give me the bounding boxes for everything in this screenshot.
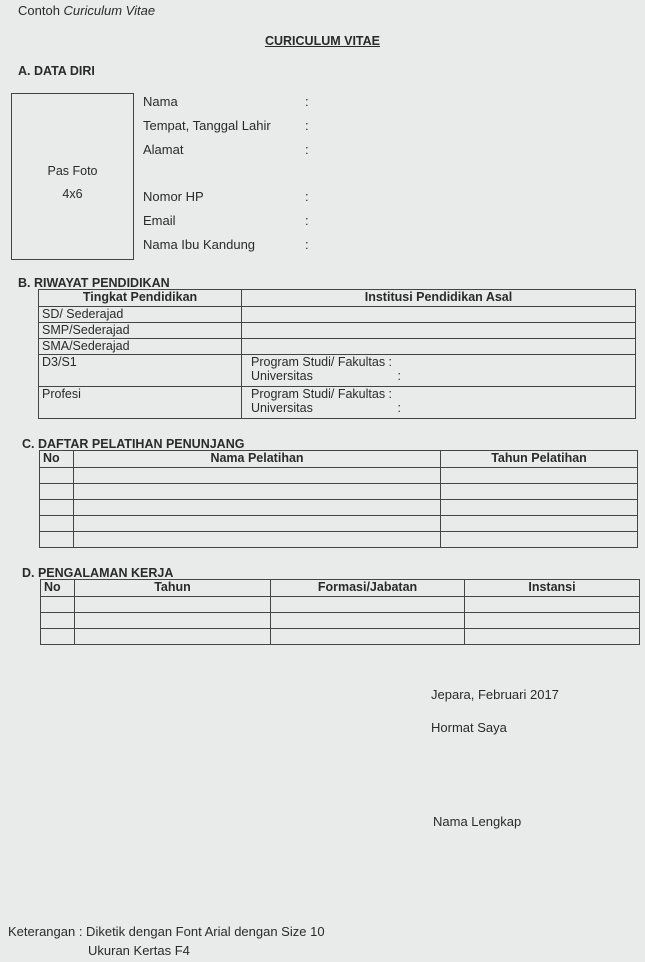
- photo-placeholder: [11, 93, 134, 260]
- table-row: [40, 484, 638, 500]
- table-row: [41, 629, 640, 645]
- section-data-diri-heading: A. DATA DIRI: [18, 64, 95, 78]
- field-colon: :: [305, 118, 309, 133]
- pelatihan-table: [39, 450, 638, 548]
- photo-size-label: 4x6: [62, 187, 83, 201]
- section-pendidikan-heading: B. RIWAYAT PENDIDIKAN: [18, 276, 170, 290]
- footnote: Keterangan : Diketik dengan Font Arial dengan Size 10: [8, 924, 325, 939]
- signature-place-date: Jepara, Februari 2017: [431, 687, 559, 702]
- document-caption: Contoh Curiculum Vitae: [18, 3, 156, 18]
- field-nomor-hp-label: Nomor HP: [143, 189, 204, 204]
- column-header: Tahun Pelatihan: [441, 451, 638, 468]
- prodi-label: Program Studi/ Fakultas :: [251, 387, 393, 401]
- column-header: No: [40, 451, 74, 468]
- column-header: Tahun: [75, 580, 271, 597]
- document-title: CURICULUM VITAE: [264, 34, 381, 48]
- pendidikan-table: [38, 289, 636, 419]
- table-row: [40, 500, 638, 516]
- field-ttl-label: Tempat, Tanggal Lahir: [143, 118, 271, 133]
- pendidikan-level: SD/ Sederajad: [39, 307, 242, 323]
- pendidikan-level: SMA/Sederajad: [39, 339, 242, 355]
- field-colon: :: [305, 142, 309, 157]
- univ-label: Universitas: [251, 401, 313, 415]
- pendidikan-level: Profesi: [39, 387, 242, 419]
- table-row: [40, 532, 638, 548]
- column-header: Tingkat Pendidikan: [39, 290, 242, 307]
- pengalaman-table: [40, 579, 640, 645]
- field-colon: :: [305, 189, 309, 204]
- field-ibu-kandung-label: Nama Ibu Kandung: [143, 237, 256, 252]
- table-row: D3/S1 Program Studi/ Fakultas : Universitas :: [39, 355, 636, 387]
- prodi-label: Program Studi/ Fakultas :: [251, 355, 393, 369]
- signature-name: Nama Lengkap: [433, 814, 522, 829]
- table-row: [39, 323, 636, 339]
- field-email-label: Email: [143, 213, 176, 228]
- pendidikan-level: D3/S1: [39, 355, 242, 387]
- field-colon: :: [305, 94, 309, 109]
- table-row: [40, 468, 638, 484]
- table-row: Profesi Program Studi/ Fakultas : Universitas :: [39, 387, 636, 419]
- field-nama-label: Nama: [143, 94, 178, 109]
- field-colon: :: [305, 213, 309, 228]
- footnote-paper: Ukuran Kertas F4: [88, 943, 190, 958]
- field-alamat-label: Alamat: [143, 142, 184, 157]
- column-header: Institusi Pendidikan Asal: [242, 290, 636, 307]
- table-row: [39, 339, 636, 355]
- section-pengalaman-heading: D. PENGALAMAN KERJA: [22, 566, 174, 580]
- field-colon: :: [305, 237, 309, 252]
- table-row: [39, 307, 636, 323]
- signature-regards: Hormat Saya: [431, 720, 507, 735]
- section-pelatihan-heading: C. DAFTAR PELATIHAN PENUNJANG: [22, 437, 245, 451]
- column-header: Instansi: [465, 580, 640, 597]
- pendidikan-level: SMP/Sederajad: [39, 323, 242, 339]
- table-row: [40, 516, 638, 532]
- column-header: No: [41, 580, 75, 597]
- photo-label: Pas Foto: [47, 164, 98, 178]
- column-header: Nama Pelatihan: [74, 451, 441, 468]
- column-header: Formasi/Jabatan: [271, 580, 465, 597]
- table-row: [41, 613, 640, 629]
- univ-label: Universitas: [251, 369, 313, 383]
- table-row: [41, 597, 640, 613]
